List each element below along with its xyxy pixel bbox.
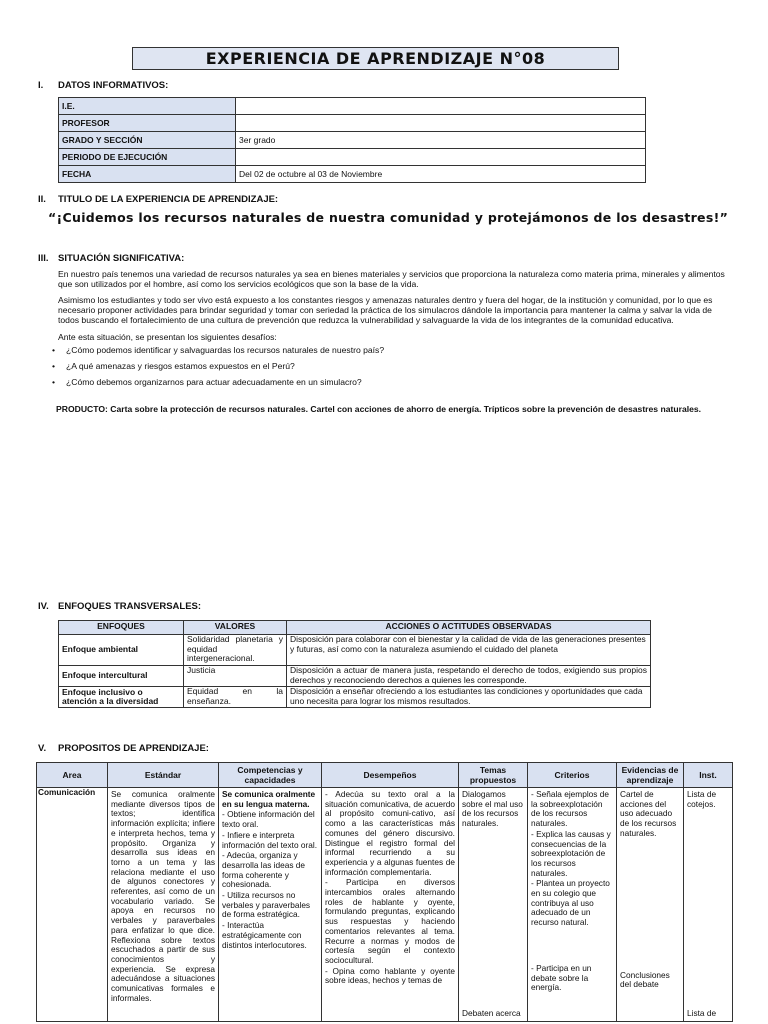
desafio-text: ¿Cómo debemos organizarnos para actuar adecuadamente en un simulacro? [66, 377, 362, 387]
enfoque-valor: Equidad en la enseñanza. [184, 687, 287, 708]
datos-value [236, 149, 646, 166]
section-number: IV. [38, 601, 49, 612]
list-item: - Plantea un proyecto en su colegio que contribuya al uso adecuado de un recurso natural. [531, 878, 610, 928]
evidencias-cell [617, 788, 684, 1022]
section-enfoques-heading [38, 601, 201, 612]
section-label: PROPOSITOS DE APRENDIZAJE: [58, 743, 209, 754]
evidencia-text: Cartel de acciones del uso adecuado de los recursos naturales. [620, 789, 677, 838]
enfoques-table [58, 620, 651, 708]
list-item: - Explica las causas y consecuencias de la sobreexplotación de los recursos naturales. [531, 828, 611, 878]
area-cell: Comunicación [37, 788, 108, 1022]
datos-label: I.E. [59, 98, 236, 115]
table-row [59, 666, 651, 687]
enfoque-accion: Disposición para colaborar con el bienestar y la calidad de vida de las generaciones presentes y futuras, así como con la naturaleza asumiendo el cuidado del planeta [287, 635, 651, 666]
bullet: • [52, 345, 56, 355]
datos-value [236, 115, 646, 132]
column-header: Competencias y capacidades [219, 763, 322, 788]
column-header: ACCIONES O ACTITUDES OBSERVADAS [287, 621, 651, 635]
section-number: V. [38, 743, 47, 754]
bullet: • [52, 377, 56, 387]
desempeno-text: Opina como hablante y oyente sobre ideas, hechos y temas de [325, 965, 455, 986]
section-label: DATOS INFORMATIVOS: [58, 80, 169, 91]
enfoque-valor: Solidaridad planetaria y equidad intergeneracional. [184, 635, 287, 666]
table-row [59, 115, 646, 132]
table-row [37, 788, 733, 1022]
capacidad-text: Interactúa estratégicamente con distintos interlocutores. [222, 920, 307, 950]
desempenos-cell [322, 788, 459, 1022]
column-header: Evidencias de aprendizaje [617, 763, 684, 788]
column-header: Estándar [108, 763, 219, 788]
inst-text: Lista de cotejos. [687, 789, 717, 809]
situacion-paragraph-3: Ante esta situación, se presentan los siguientes desafíos: [58, 332, 277, 342]
datos-label: PERIODO DE EJECUCIÓN [59, 149, 236, 166]
datos-label: FECHA [59, 166, 236, 183]
situacion-paragraph-2: Asimismo los estudiantes y todo ser vivo está expuesto a los constantes riesgos y amenazas naturales dentro y fuera del hogar, de la institución y comunidad, por lo que es necesario proponer actividades para brindar seguridad y tomar con seriedad la práctica de los simulacros dándole la importancia para mantener la calma y salvar la vida de todos buscando el fortalecimiento de una cultura de prevención que reduzca la vulnerabilidad y salvaguarde la vida de los integrantes de la comunidad educativa. [58, 295, 713, 325]
criterio-text: Participa en un debate sobre la energía. [531, 962, 592, 993]
list-item: - Opina como hablante y oyente sobre ideas, hechos y temas de [325, 965, 455, 986]
tema-text: Dialogamos sobre el mal uso de los recursos naturales. [462, 789, 523, 829]
criterios-cell [528, 788, 617, 1022]
estandar-cell: Se comunica oralmente mediante diversos tipos de textos; identifica información explícita; infiere e interpreta hechos, tema y propósito. Organiza y desarrolla sus ideas en torno a un tema y las relaciona mediante el uso de algunos conectores y referentes, así como de un vocabulario variado. Se apoya en recursos no verbales y paraverbales para enfatizar lo que dice. Reflexiona sobre textos escuchados a partir de sus conocimientos y experiencia. Se expresa adecuándose a situaciones comunicativas formales e informales. [108, 788, 219, 1022]
enfoque-name: Enfoque intercultural [59, 666, 184, 687]
situacion-paragraph-1: En nuestro país tenemos una variedad de recursos naturales ya sea en bienes materiales y servicios que proporciona la naturaleza como materia prima, minerales y alimentos que son utilizados por el hombre, así como los servicios ecológicos que son la base de la vida. [58, 269, 725, 289]
desafio-text: ¿A qué amenazas y riesgos estamos expuestos en el Perú? [66, 361, 295, 371]
criterio-text: Explica las causas y consecuencias de la sobreexplotación de los recursos naturales. [531, 828, 611, 878]
column-header: Area [37, 763, 108, 788]
section-propositos-heading [38, 743, 209, 754]
propositos-table [36, 762, 733, 1022]
temas-cell [459, 788, 528, 1022]
producto-text: PRODUCTO: Carta sobre la protección de recursos naturales. Cartel con acciones de ahorro de energía. Trípticos sobre la prevención de desastres naturales. [56, 404, 702, 414]
column-header: Inst. [684, 763, 733, 788]
section-datos-heading [38, 80, 168, 91]
column-header: ENFOQUES [59, 621, 184, 635]
criterio-text: Plantea un proyecto en su colegio que contribuya al uso adecuado de un recurso natural. [531, 878, 610, 928]
datos-table [58, 97, 646, 183]
desempeno-text: Adecúa su texto oral a la situación comunicativa, de acuerdo al propósito comuni-cativo, así como a las características más comunes del género discursivo. Distingue el registro formal del informal recurriendo a su experiencia y a algunas fuentes de información complementaria. [325, 789, 455, 877]
criterio-text: Señala ejemplos de la sobreexplotación de los recursos naturales. [531, 789, 609, 829]
list-item: - Infiere e interpreta información del texto oral. [222, 829, 318, 850]
enfoque-accion: Disposición a enseñar ofreciendo a los estudiantes las condiciones y oportunidades que cada uno necesita para lograr los mismos resultados. [287, 687, 651, 708]
datos-label: GRADO Y SECCIÓN [59, 132, 236, 149]
capacidad-text: Utiliza recursos no verbales y paraverbales de forma estratégica. [222, 890, 311, 920]
column-header: VALORES [184, 621, 287, 635]
competencia-title: Se comunica oralmente en su lengua materna. [222, 789, 316, 809]
desafios-list [52, 345, 384, 393]
section-label: ENFOQUES TRANSVERSALES: [58, 601, 202, 612]
section-number: II. [38, 194, 46, 205]
capacidad-text: Obtiene información del texto oral. [222, 809, 315, 830]
desempeno-text: Participa en diversos intercambios orales alternando roles de hablante y oyente, formulando preguntas, explicando sus respuestas y haciendo comentarios relevantes al tema. Recurre a normas y modos de cortesía según el contexto sociocultural. [325, 877, 455, 965]
datos-value: Del 02 de octubre al 03 de Noviembre [236, 166, 646, 183]
list-item: - Obtiene información del texto oral. [222, 809, 315, 830]
document-title: EXPERIENCIA DE APRENDIZAJE N°08 [132, 47, 619, 70]
bullet: • [52, 361, 56, 371]
tema-text: Debaten acerca [462, 1007, 521, 1018]
table-row [59, 687, 651, 708]
list-item: - Utiliza recursos no verbales y paraverbales de forma estratégica. [222, 890, 311, 920]
table-row [59, 166, 646, 183]
desafio-text: ¿Cómo podemos identificar y salvaguardas los recursos naturales de nuestro país? [66, 345, 385, 355]
list-item [52, 377, 384, 393]
capacidad-text: Infiere e interpreta información del texto oral. [222, 829, 318, 850]
list-item [52, 361, 384, 377]
table-header-row [59, 621, 651, 635]
list-item: - Adecúa, organiza y desarrolla las ideas de forma coherente y cohesionada. [222, 850, 306, 890]
section-number: I. [38, 80, 44, 91]
section-number: III. [38, 253, 49, 264]
inst-text: Lista de [687, 1008, 717, 1019]
table-row [59, 635, 651, 666]
competencias-cell [219, 788, 322, 1022]
list-item: - Adecúa su texto oral a la situación comunicativa, de acuerdo al propósito comuni-cativo, así como a las características más comunes del género discursivo. Distingue el registro formal del informal recurriendo a su experiencia y a algunas fuentes de información complementaria. [325, 789, 455, 877]
list-item: - Señala ejemplos de la sobreexplotación de los recursos naturales. [531, 789, 609, 829]
enfoque-name: Enfoque ambiental [59, 635, 184, 666]
evidencia-text: Conclusiones del debate [620, 969, 670, 990]
list-item: - Interactúa estratégicamente con distintos interlocutores. [222, 920, 307, 950]
list-item: - Participa en diversos intercambios orales alternando roles de hablante y oyente, formulando preguntas, explicando sus respuestas y haciendo comentarios relevantes al tema. Recurre a normas y modos de cortesía según el contexto sociocultural. [325, 877, 455, 965]
table-header-row [37, 763, 733, 788]
enfoque-accion: Disposición a actuar de manera justa, respetando el derecho de todos, exigiendo sus propios derechos y reconociendo derechos a quienes les corresponde. [287, 666, 651, 687]
experience-slogan: “¡Cuidemos los recursos naturales de nuestra comunidad y protejámonos de los desastres!” [48, 210, 729, 225]
section-situacion-heading [38, 253, 184, 264]
column-header: Desempeños [322, 763, 459, 788]
list-item: - Participa en un debate sobre la energía. [531, 962, 592, 993]
enfoque-valor: Justicia [184, 666, 287, 687]
section-label: SITUACIÓN SIGNIFICATIVA: [58, 253, 185, 264]
datos-value: 3er grado [236, 132, 646, 149]
capacidad-text: Adecúa, organiza y desarrolla las ideas de forma coherente y cohesionada. [222, 850, 306, 890]
table-row [59, 149, 646, 166]
inst-cell [684, 788, 733, 1022]
section-titulo-heading [38, 194, 278, 205]
section-label: TITULO DE LA EXPERIENCIA DE APRENDIZAJE: [58, 194, 279, 205]
column-header: Temas propuestos [459, 763, 528, 788]
enfoque-name: Enfoque inclusivo o atención a la diversidad [59, 687, 184, 708]
table-row [59, 132, 646, 149]
datos-value [236, 98, 646, 115]
column-header: Criterios [528, 763, 617, 788]
table-row [59, 98, 646, 115]
list-item [52, 345, 384, 361]
datos-label: PROFESOR [59, 115, 236, 132]
